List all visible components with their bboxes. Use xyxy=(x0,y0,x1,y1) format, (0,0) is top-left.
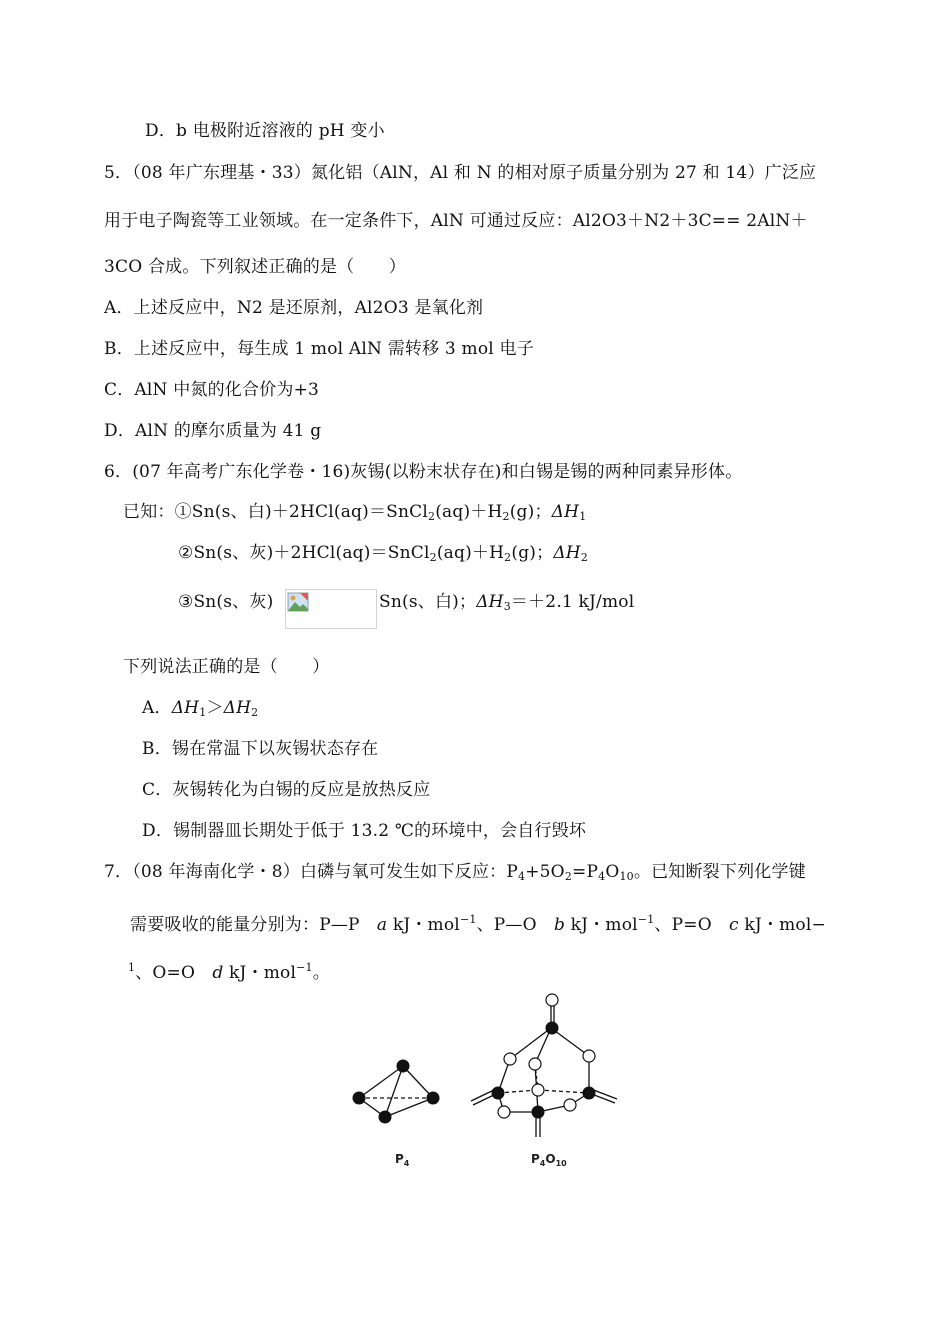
oxygen-atom xyxy=(564,1099,576,1111)
p4-atom xyxy=(397,1060,410,1073)
q5-stem-line2: 用于电子陶瓷等工业领域。在一定条件下，AlN 可通过反应：Al2O3＋N2＋3C== 2AlN＋ xyxy=(104,211,808,231)
molecule-diagram xyxy=(345,990,635,1140)
q6-stem-line1: 6．(07 年高考广东化学卷・16)灰锡(以粉末状存在)和白锡是锡的两种同素异形体。 xyxy=(104,462,743,482)
label-p4: $P_4$ xyxy=(395,1152,410,1168)
q5-option-a: A．上述反应中，N2 是还原剂，Al2O3 是氧化剂 xyxy=(104,298,484,318)
p4o10-cage xyxy=(471,1004,617,1137)
q5-option-d: D．AlN 的摩尔质量为 41 g xyxy=(104,421,322,441)
q6-option-d: D．锡制器皿长期处于低于 13.2 ℃的环境中，会自行毁坏 xyxy=(142,821,587,841)
oxygen-atom xyxy=(583,1050,595,1062)
label-p4o10: $P_4O_{10}$ xyxy=(531,1152,567,1168)
oxygen-atom xyxy=(498,1106,510,1118)
q7-stem-line3: $^1$、O=O d kJ・mol$^{-1}$。 xyxy=(128,961,330,983)
q6-question: 下列说法正确的是（ ） xyxy=(123,657,330,677)
p4-atom xyxy=(379,1111,392,1124)
p4-atom xyxy=(427,1092,440,1105)
q6-equation-3-right: Sn(s、白)；$\Delta H_3=+2.1$ kJ/mol xyxy=(379,592,635,613)
p4-tetrahedron xyxy=(359,1066,433,1117)
phosphorus-atom xyxy=(546,1022,559,1035)
oxygen-atom xyxy=(529,1058,541,1070)
oxygen-atom xyxy=(532,1084,544,1096)
q7-stem-line2: 需要吸收的能量分别为：P—P a kJ・mol$^{-1}$、P—O b kJ・mol$^{-1}$、P=O c kJ・mol− xyxy=(130,913,826,935)
q6-equation-3-left: ③Sn(s、灰) xyxy=(178,592,274,612)
oxygen-atom xyxy=(504,1053,516,1065)
q6-equation-2: ②Sn(s、灰)$+2HCl(aq)=SnCl_2(aq)+H_2(g)$；$\Delta H_2$ xyxy=(178,543,589,564)
q6-option-a: A．$\Delta H_1>\Delta H_2$ xyxy=(142,698,259,719)
q5-option-c: C．AlN 中氮的化合价为+3 xyxy=(104,380,320,400)
q6-option-c: C．灰锡转化为白锡的反应是放热反应 xyxy=(142,780,431,800)
q5-stem-line3: 3CO 合成。下列叙述正确的是（ ） xyxy=(104,257,406,277)
broken-image-icon xyxy=(287,592,309,612)
q6-option-b: B．锡在常温下以灰锡状态存在 xyxy=(142,739,379,759)
oxygen-atom xyxy=(546,994,558,1006)
q5-stem-line1: 5．（08 年广东理基・33）氮化铝（AlN，Al 和 N 的相对原子质量分别为 27 和 14）广泛应 xyxy=(104,163,817,183)
q5-option-b: B．上述反应中，每生成 1 mol AlN 需转移 3 mol 电子 xyxy=(104,339,534,359)
q6-equation-1: 已知：①Sn(s、白)$+2HCl(aq)=SnCl_2(aq)+H_2(g)$；$\Delta H_1$ xyxy=(123,502,587,523)
equilibrium-arrow-image-placeholder xyxy=(285,589,377,629)
phosphorus-atom xyxy=(583,1087,596,1100)
phosphorus-atom xyxy=(532,1106,545,1119)
phosphorus-atom xyxy=(492,1087,505,1100)
p4-atom xyxy=(353,1092,366,1105)
q7-stem-line1: 7．（08 年海南化学・8）白磷与氧可发生如下反应：$P_4+5O_2=P_4O_{10}$。已知断裂下列化学键 xyxy=(104,862,806,883)
q4-option-d: D．b 电极附近溶液的 pH 变小 xyxy=(145,121,385,141)
molecule-structure-figure xyxy=(345,990,635,1168)
